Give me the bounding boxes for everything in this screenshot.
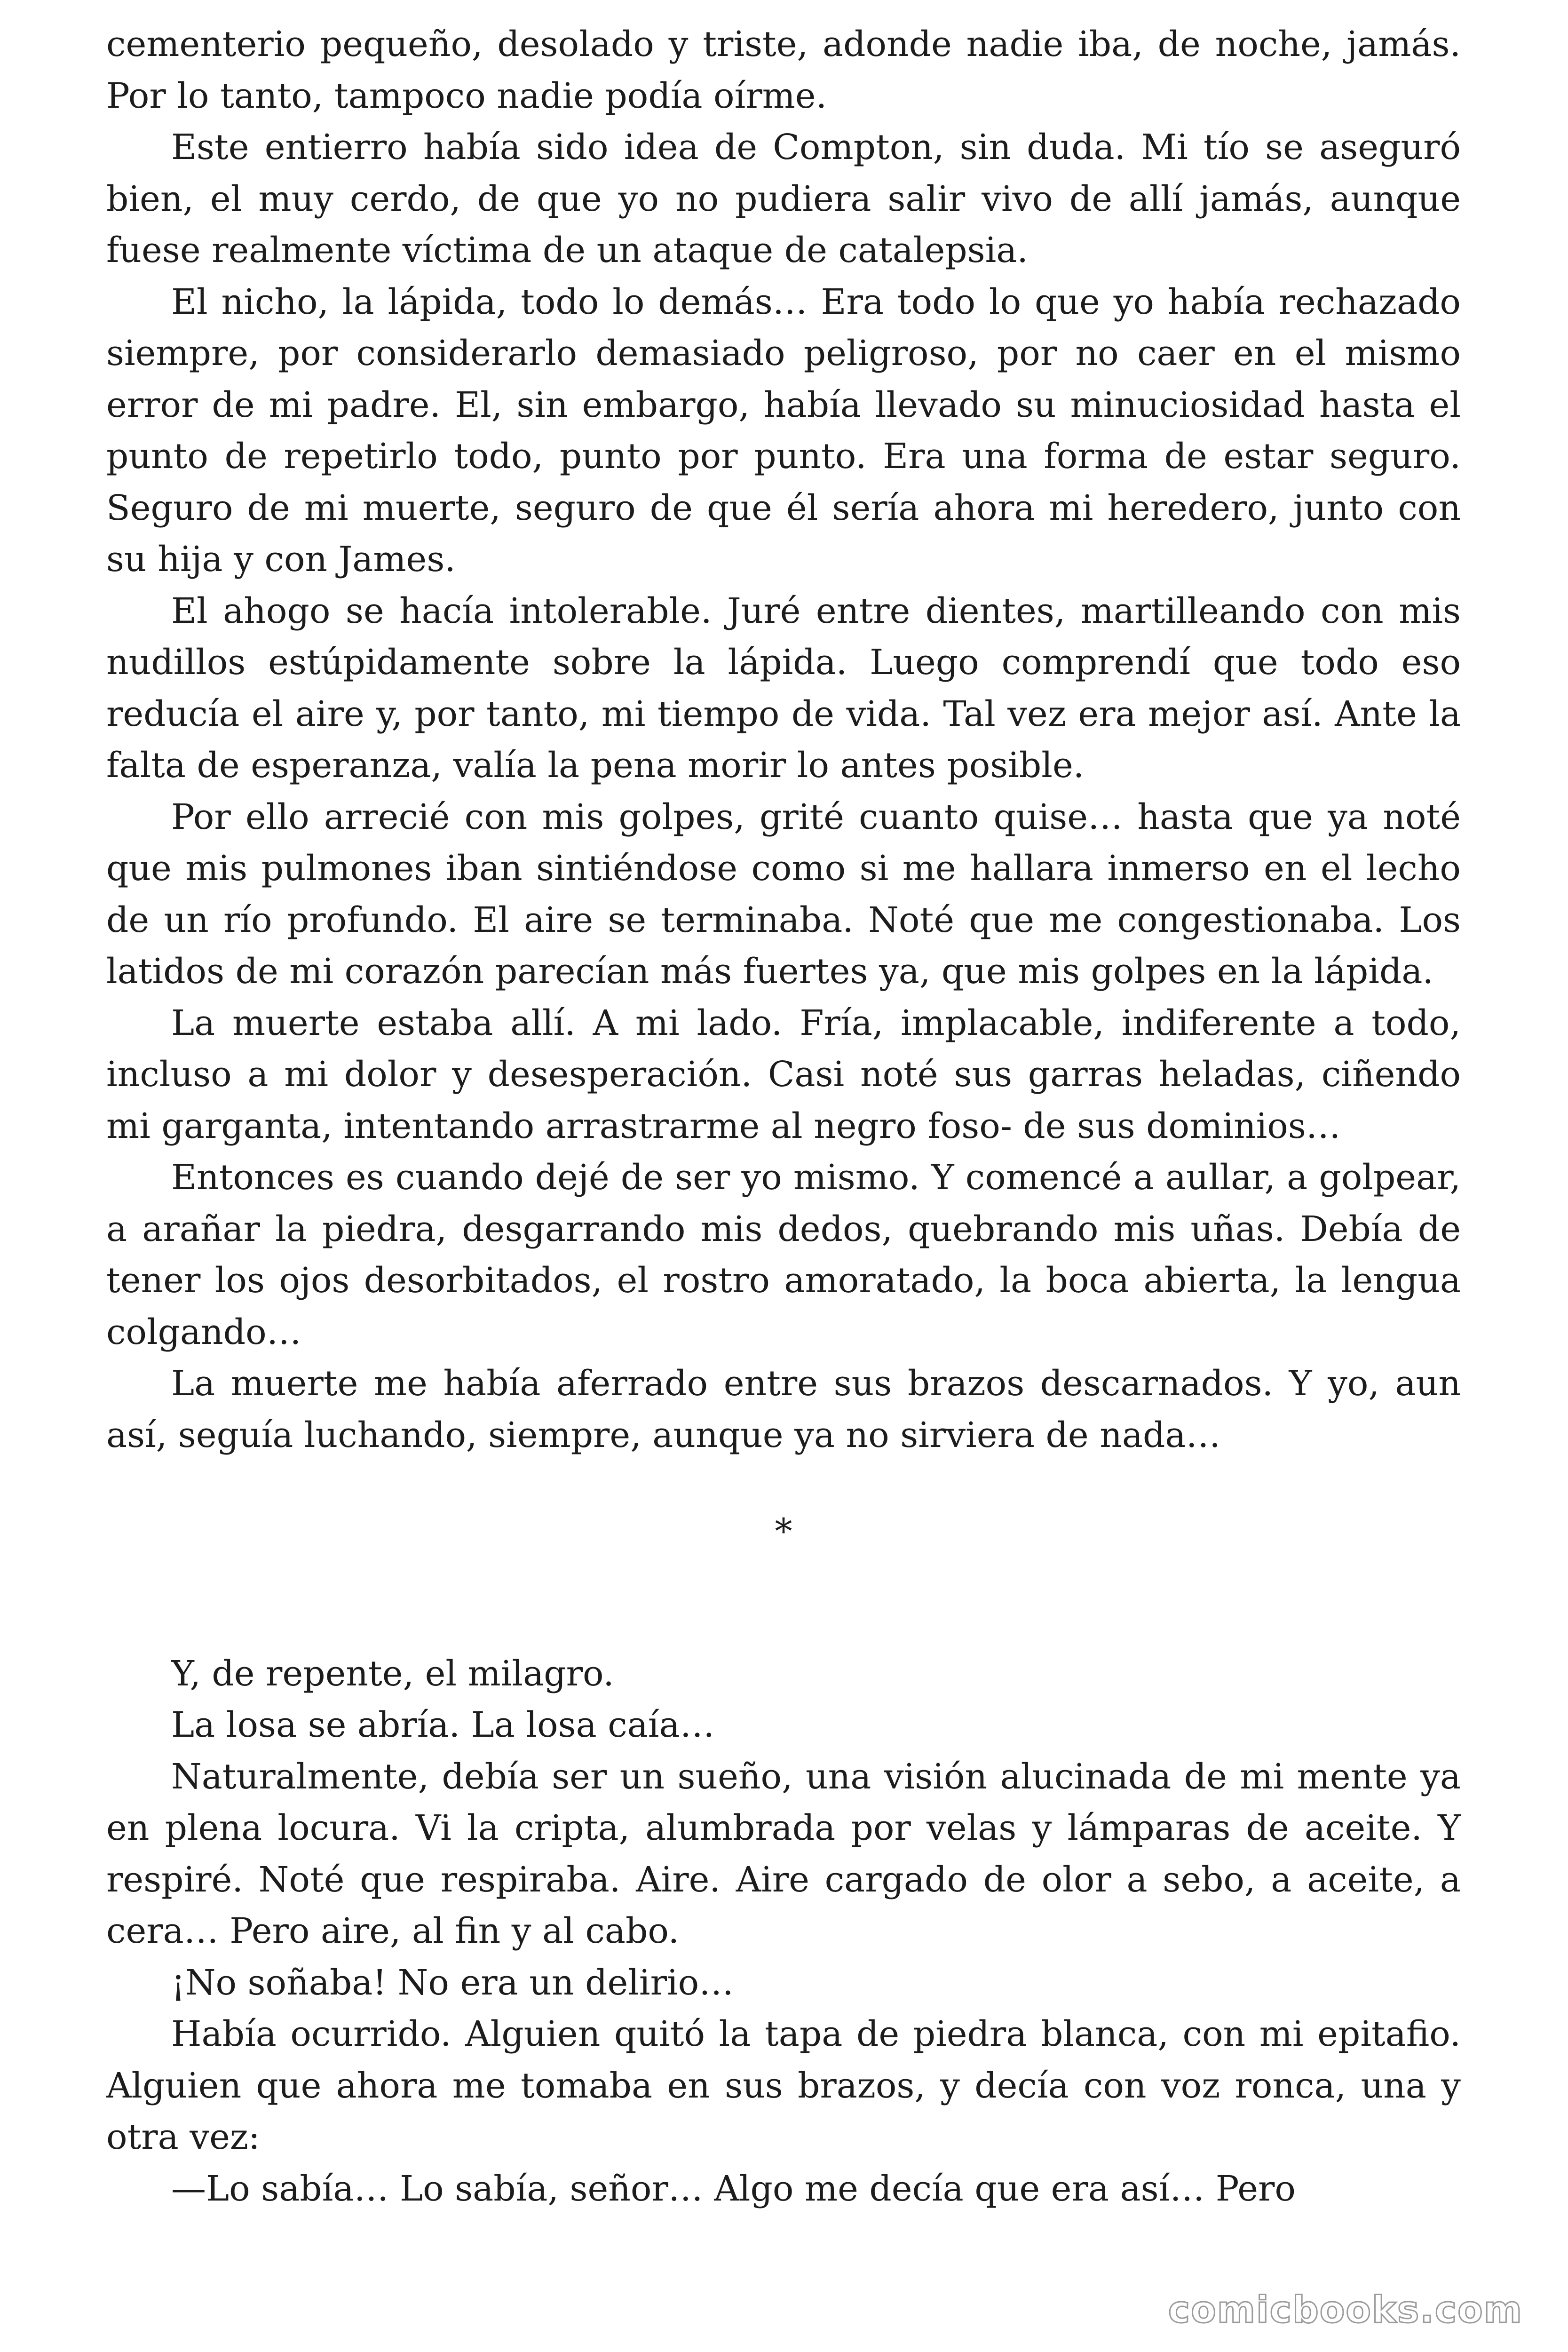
paragraph: El nicho, la lápida, todo lo demás… Era todo lo que yo había rechazado siempre, por considerarlo demasiado peligroso, por no caer en el mismo error de mi padre. El, sin embargo, había llevado su minuciosidad hasta el punto de repetirlo todo, punto por punto. Era una forma de estar seguro. Seguro de mi muerte, seguro de que él sería ahora mi heredero, junto con su hija y con James.: [106, 281, 1461, 580]
paragraph: Y, de repente, el milagro.: [171, 1653, 614, 1694]
separator-asterisk: *: [775, 1511, 792, 1552]
paragraph: cementerio pequeño, desolado y triste, adonde nadie iba, de noche, jamás. Por lo tanto, tampoco nadie podía oírme.: [106, 24, 1461, 116]
paragraph: El ahogo se hacía intolerable. Juré entre dientes, martilleando con mis nudillos estúpidamente sobre la lápida. Luego comprendí que todo eso reducía el aire y, por tanto, mi tiempo de vida. Tal vez era mejor así. Ante la falta de esperanza, valía la pena morir lo antes posible.: [106, 590, 1461, 786]
paragraph: La muerte me había aferrado entre sus brazos descarnados. Y yo, aun así, seguía luchando, siempre, aunque ya no sirviera de nada…: [106, 1363, 1461, 1455]
paragraph: Entonces es cuando dejé de ser yo mismo. Y comencé a aullar, a golpear, a arañar la piedra, desgarrando mis dedos, quebrando mis uñas. Debía de tener los ojos desorbitados, el rostro amoratado, la boca abierta, la lengua colgando…: [106, 1157, 1461, 1352]
section-separator: [106, 1511, 1461, 1568]
paragraph: Había ocurrido. Alguien quitó la tapa de piedra blanca, con mi epitafio. Alguien que ahora me tomaba en sus brazos, y decía con voz ronca, una y otra vez:: [106, 2014, 1461, 2157]
paragraph: —Lo sabía… Lo sabía, señor… Algo me decía que era así… Pero: [171, 2168, 1296, 2209]
paragraph: Por ello arrecié con mis golpes, grité cuanto quise… hasta que ya noté que mis pulmones iban sintiéndose como si me hallara inmerso en el lecho de un río profundo. El aire se terminaba. Noté que me congestionaba. Los latidos de mi corazón parecían más fuertes ya, que mis golpes en la lápida.: [106, 796, 1461, 992]
text-block-bottom: [106, 1648, 1461, 2215]
book-page: [106, 19, 1461, 2215]
watermark-logo: comicbooks.com: [1168, 2289, 1523, 2331]
paragraph: Naturalmente, debía ser un sueño, una visión alucinada de mi mente ya en plena locura. Vi la cripta, alumbrada por velas y lámparas de aceite. Y respiré. Noté que respiraba. Aire. Aire cargado de olor a sebo, a aceite, a cera… Pero aire, al fin y al cabo.: [106, 1756, 1461, 1951]
paragraph: ¡No soñaba! No era un delirio…: [171, 1962, 734, 2003]
paragraph: La losa se abría. La losa caía…: [171, 1705, 715, 1745]
paragraph: Este entierro había sido idea de Compton, sin duda. Mi tío se aseguró bien, el muy cerdo, de que yo no pudiera salir vivo de allí jamás, aunque fuese realmente víctima de un ataque de catalepsia.: [106, 127, 1461, 270]
paragraph: La muerte estaba allí. A mi lado. Fría, implacable, indiferente a todo, incluso a mi dolor y desesperación. Casi noté sus garras heladas, ciñendo mi garganta, intentando arrastrarme al negro foso- de sus dominios…: [106, 1002, 1461, 1146]
text-block-top: [106, 19, 1461, 1461]
